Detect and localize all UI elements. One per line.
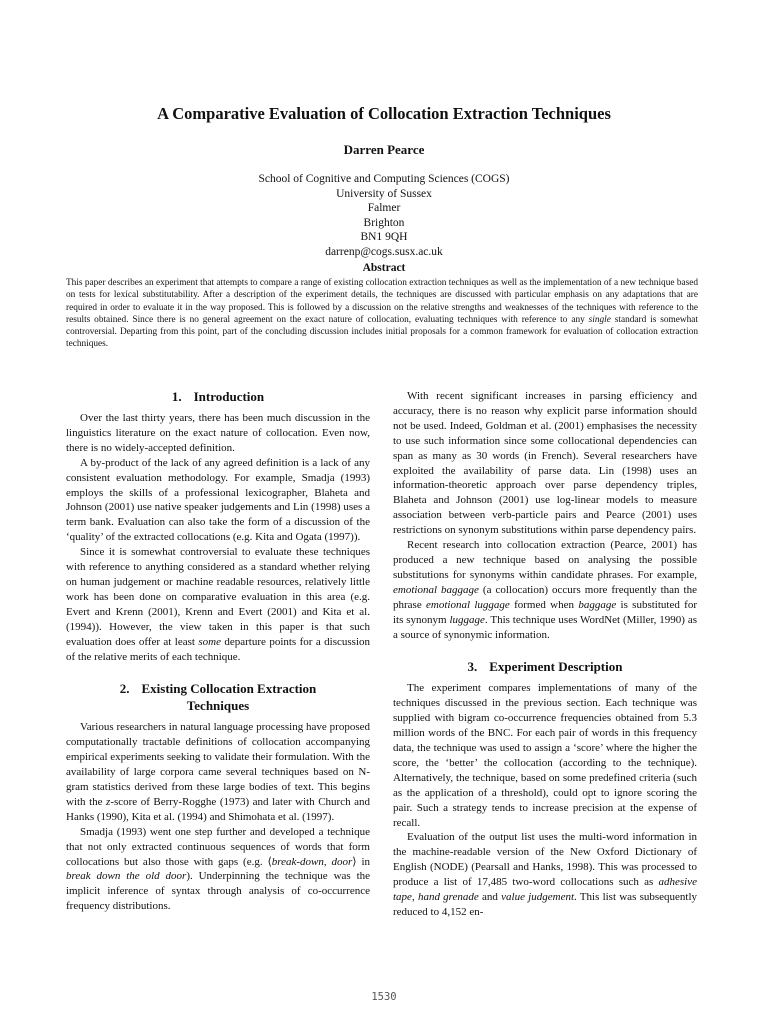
abstract-heading: Abstract	[362, 262, 406, 274]
paragraph: A by-product of the lack of any agreed definition is a lack of any consistent evaluation methodology. For example, Smadja (1993) employs the skills of a professional lexicographer, Blaheta and Johnson (2001) use native speaker judgements and Lin (1998) uses a term bank. Evaluation can also take the form of a discussion of the ‘quality’ of the extracted collocations (e.g. Kita and Ogata (1997)).	[66, 456, 370, 544]
section-heading-introduction: 1. Introduction	[171, 389, 265, 404]
paragraph: Over the last thirty years, there has been much discussion in the linguistics literature on the exact nature of collocation. Even now, there is no widely-accepted definition.	[66, 412, 370, 454]
paragraph: With recent significant increases in parsing efficiency and accuracy, there is no reason why explicit parse information should not be used. Indeed, Goldman et al. (2001) emphasises the necessity to use such information since some collocational dependencies can span as many as 30 words (in French). Several researchers have exploited the availability of parse data. Lin (1998) uses an information-theoretic approach over parse dependency triples, Blaheta and Johnson (2001) use log-linear models to measure association between verb-particle pairs and Pearce (2001) uses restrictions on synonym substitutions within parse dependency pairs.	[393, 390, 697, 537]
paragraph: Evaluation of the output list uses the multi-word information in the machine-readable version of the New Oxford Dictionary of English (NODE) (Pearsall and Hanks, 1998). This was processed to produce a list of 17,485 two-word collocations such as adhesive tape, hand grenade and value judgement. This list was subsequently reduced to 4,152 en-	[393, 831, 698, 918]
author-name: Darren Pearce	[343, 142, 425, 157]
affiliation-block	[0, 172, 768, 259]
affiliation-line: Falmer	[367, 202, 401, 214]
affiliation-line: University of Sussex	[336, 187, 432, 200]
left-column	[66, 388, 370, 914]
paragraph: The experiment compares implementations of many of the techniques discussed in the previous section. Each technique was supplied with bigram co-occurrence frequencies obtained from 5.3 million words of the BNC. For each pair of words in this frequency data, the technique was used to assign a ‘score’ where the higher the score, the ‘better’ the collocation (according to the technique). Alternatively, the technique, based on some predefined criteria (such as the application of a threshold), could opt to ignore scoring the pair. Such a strategy tends to increase precision at the expense of recall.	[393, 682, 697, 829]
right-column	[393, 389, 697, 920]
author-email: darrenp@cogs.susx.ac.uk	[325, 245, 443, 258]
paragraph: Various researchers in natural language processing have proposed computationally tractable definitions of collocation accompanying empirical experiments seeking to validate their formulation. With the availability of large corpora came several techniques based on N-gram statistics derived from these large bodies of text. This begins with the z-score of Berry-Rogghe (1973) and later with Church and Hanks (1990), Kita et al. (1994) and Shimohata et al. (1997).	[66, 721, 370, 823]
affiliation-line: Brighton	[363, 216, 405, 229]
paragraph: Recent research into collocation extraction (Pearce, 2001) has produced a new technique based on analysing the possible substitutions for synonyms within candidate phrases. For example, emotional baggage (a collocation) occurs more frequently than the phrase emotional luggage formed when baggage is substituted for its synonym luggage. This technique uses WordNet (Miller, 1990) as a source of synonymic information.	[393, 539, 698, 641]
paper-title: A Comparative Evaluation of Collocation Extraction Techniques	[157, 104, 611, 123]
section-heading-existing-techniques: 2. Existing Collocation Extraction Techniques	[119, 681, 317, 714]
paragraph: Since it is somewhat controversial to evaluate these techniques with reference to anything considered as a standard whether relying on human judgement or machine readable resources, relatively little work has been done on comparative evaluation in this area (e.g. Evert and Krenn (2001), Krenn and Evert (2001) and Kita et al. (1994)). However, the view taken in this paper is that such evaluation does offer at least some departure points for a discussion of the relative merits of each technique.	[66, 546, 371, 663]
abstract-text: This paper describes an experiment that attempts to compare a range of existing collocation extraction techniques as well as the implementation of a new technique based on tests for lexical substitutability. After a description of the experiment details, the techniques are discussed with particular emphasis on any adaptations that are required in order to evaluate it in the way proposed. This is followed by a discussion on the relative strengths and weaknesses of the techniques with reference to the results obtained. Since there is no general agreement on the exact nature of collocation, evaluating techniques with reference to any single standard is somewhat controversial. Departing from this point, part of the concluding discussion includes initial proposals for a common framework for evaluation of collocation extraction techniques.	[66, 278, 698, 350]
paragraph: Smadja (1993) went one step further and developed a technique that not only extracted continuous sequences of words that form collocations but also those with gaps (e.g. ⟨break-down, door⟩ in break down the old door). Underpinning the technique was the implicit inference of syntax through analysis of co-occurrence frequency distributions.	[66, 825, 371, 913]
affiliation-line: BN1 9QH	[360, 231, 408, 243]
page-number: 1530	[371, 991, 397, 1003]
affiliation-line: School of Cognitive and Computing Sciences (COGS)	[258, 173, 510, 185]
section-heading-experiment: 3. Experiment Description	[467, 659, 623, 675]
